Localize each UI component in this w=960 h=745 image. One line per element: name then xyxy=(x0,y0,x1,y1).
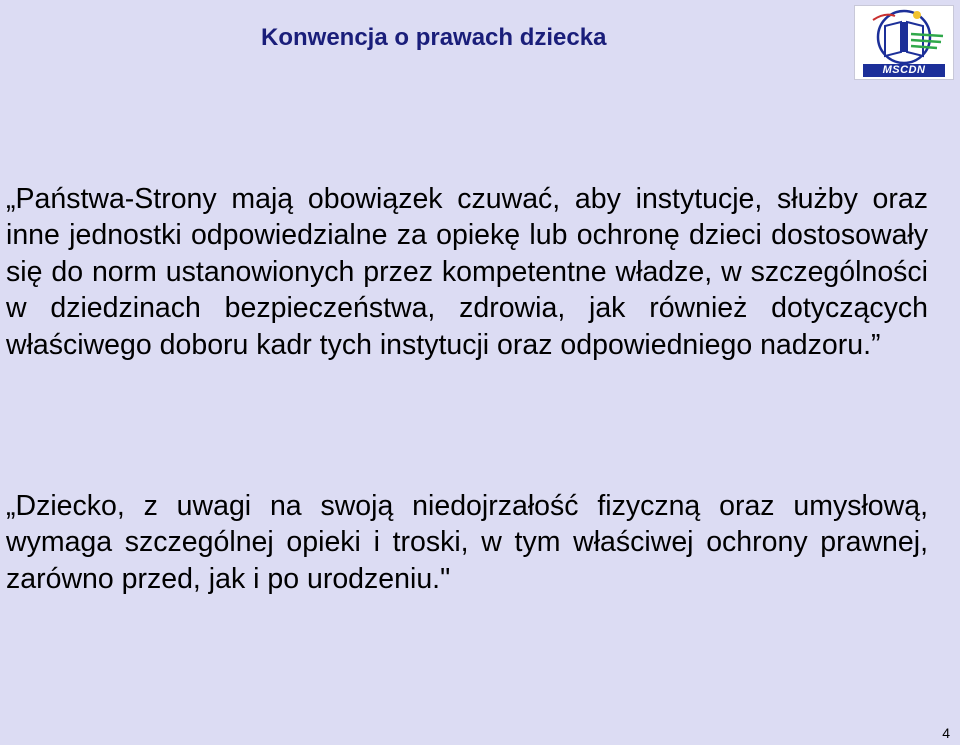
logo-emblem-icon xyxy=(855,6,953,64)
mscdn-logo xyxy=(854,5,954,80)
slide-title: Konwencja o prawach dziecka xyxy=(261,24,607,51)
paragraph-1: „Państwa-Strony mają obowiązek czuwać, aby instytucje, służby oraz inne jednostki odpowiedzialne za opiekę lub ochronę dzieci dostosowały się do norm ustanowionych przez kompetentne władze, w szczególności w dziedzinach bezpieczeństwa, zdrowia, jak również dotyczących właściwego doboru kadr tych instytucji oraz odpowiedniego nadzoru.” xyxy=(6,183,928,361)
logo-text: MSCDN xyxy=(863,64,945,77)
paragraph-2: „Dziecko, z uwagi na swoją niedojrzałość fizyczną oraz umysłową, wymaga szczególnej opieki i troski, w tym właściwej ochrony prawnej, zarówno przed, jak i po urodzeniu." xyxy=(6,490,928,595)
page-number: 4 xyxy=(942,725,950,741)
